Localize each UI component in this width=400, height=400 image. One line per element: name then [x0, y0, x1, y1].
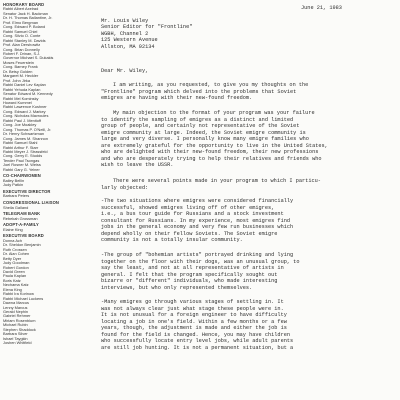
- address-line: Allston, MA 02134: [101, 43, 155, 50]
- roster-name: Dawna Marcus: [3, 300, 29, 306]
- roster-name: Dr. Alan Cohen: [3, 251, 30, 257]
- roster-name: Donna Ach: [3, 237, 23, 243]
- text-line: i.e., a bus tour guide for Russians and a stock investment: [101, 211, 284, 218]
- roster-name: Bailey Bellin: [3, 177, 25, 183]
- text-line: and who are desperately trying to help their relatives and friends who: [101, 155, 322, 162]
- text-line: successful, showed emigres living off of other emigres,: [101, 204, 275, 211]
- roster-name: Cong. James M. Shannon: [3, 135, 48, 141]
- roster-name: Elaine King: [3, 226, 23, 232]
- roster-name: Cong. Brian Donnelly: [3, 46, 40, 52]
- roster-name: Robert Gordon: [3, 264, 29, 270]
- roster-name: Senator Edward M. Kennedy: [3, 91, 53, 97]
- text-line: found for the field is changed. Hence, you may have children: [101, 331, 291, 338]
- roster-name: Sheila Galland: [3, 204, 29, 210]
- roster-name: Rabbi Michael Luckens: [3, 295, 44, 301]
- text-line: together on the floor with their dogs, was an unusual group, to: [101, 258, 300, 265]
- roster-name: Rabbi Paul J. Menitoff: [3, 117, 41, 123]
- text-line: "Frontline" program which delved into the problems that Soviet: [101, 88, 297, 95]
- text-line: -The two situations where emigres were considered financially: [101, 198, 294, 204]
- roster-name: Judy Patkin: [3, 182, 24, 188]
- roster-name: Ishael Taygkin: [3, 335, 28, 341]
- roster-name: Barbara Peters: [3, 193, 30, 199]
- text-line: general. I felt that the program specifically sought out: [101, 271, 278, 278]
- roster-name: Rabbi Stanley M. Davids: [3, 37, 46, 43]
- roster-heading: CONGRESSIONAL LIAISON: [3, 200, 59, 206]
- roster-name: David Green: [3, 268, 25, 274]
- text-line: My main objection to the format of your program was your failure: [113, 110, 315, 116]
- address-line: 125 Western Avenue: [101, 37, 158, 44]
- paragraph-intro: [101, 82, 399, 102]
- point-artists: [101, 252, 399, 291]
- text-line: -Many emigres go through various stages of settling in. It: [101, 299, 284, 305]
- address-line: WGBH, Channel 2: [101, 30, 149, 37]
- roster-name: Betty Dyer: [3, 255, 22, 261]
- roster-heading: ADOPT-A-FAMILY: [3, 222, 39, 228]
- point-financial: [101, 198, 399, 244]
- text-line: jobs in the general economy and very few run businesses which: [101, 224, 294, 231]
- roster-name: Rabbi Albert Axelrad: [3, 6, 39, 12]
- roster-name: Michael Rubin: [3, 322, 28, 328]
- roster-name: Dr. H. Thomas Ballantine, Jr.: [3, 15, 53, 21]
- roster-name: Cong. Edward P. Boland: [3, 24, 46, 30]
- roster-name: Elena King: [3, 286, 22, 292]
- roster-name: Governor Michael S. Dukakis: [3, 55, 54, 61]
- roster-name: Joel Rosner M. Weiss: [3, 162, 41, 168]
- text-line: group of people, and certainly not representative of the Soviet: [101, 123, 300, 130]
- roster-name: Rabbi Meyer J. Strassfeld: [3, 148, 48, 154]
- text-line: -The group of "bohemian artists" portrayed drinking and lying: [101, 252, 294, 258]
- roster-name: Howard Kummel: [3, 99, 32, 105]
- text-line: locating a job in one's field. Within a few months or a few: [101, 318, 287, 325]
- roster-name: Cong. Thomas P. O'Neill, Jr.: [3, 126, 52, 132]
- roster-heading: EXECUTIVE BOARD: [3, 233, 44, 239]
- roster-heading: TELEGRAM BANK: [3, 211, 41, 217]
- roster-name: Prof. John Jirka: [3, 77, 31, 83]
- roster-name: Stephen Shaddock: [3, 326, 36, 332]
- roster-name: Lenny Marcus: [3, 304, 28, 310]
- salutation: Dear Mr. Wiley,: [101, 68, 149, 74]
- roster-name: Tender Paul Tsongas: [3, 157, 40, 163]
- text-line: consultant for Russians. In my experience, most emigres find: [101, 217, 291, 224]
- letter-date: June 21, 1983: [301, 5, 342, 11]
- roster-name: Rabbi Gary G. Yelner: [3, 166, 40, 172]
- text-line: to identify the sampling of emigres as a distinct and limited: [101, 116, 294, 123]
- text-line: years, though, the adjustment is made and either the job is: [101, 325, 287, 332]
- text-line: are still job hunting. It is not a permanent situation, but a: [101, 344, 294, 351]
- roster-name: Rabbi Mel Kominsky: [3, 95, 39, 101]
- text-line: emigre community at large. Indeed, the Soviet emigre community is: [101, 129, 306, 136]
- text-line: interviews, but who only represented themselves.: [101, 284, 253, 291]
- text-line: who are delighted with their new-found freedom, their new professions: [101, 149, 319, 156]
- roster-name: Miriam Rosenblum: [3, 317, 36, 323]
- roster-name: Prof. Alan Dershowitz: [3, 42, 41, 48]
- roster-name: Gabriel Rehmer: [3, 313, 31, 319]
- text-line: was not always clear just what stage these people were in.: [101, 305, 284, 312]
- roster-name: Margaret M. Heckler: [3, 73, 39, 79]
- roster-name: Senator Jack H. Backman: [3, 10, 48, 16]
- roster-name: Joshen Whitfield: [3, 340, 32, 346]
- text-line: emigres are having with their new-found freedom.: [101, 95, 253, 102]
- roster-name: Nechama Katz: [3, 282, 29, 288]
- text-line: depend wholly on their fellow Soviets. The Soviet emigre: [101, 230, 278, 237]
- roster-name: Rebekah Grossman: [3, 215, 38, 221]
- roster-name: Rabbi Ira Korinow: [3, 291, 34, 297]
- text-line: community is not a totally insular community.: [101, 237, 243, 244]
- letterhead-roster: [3, 3, 89, 346]
- text-line: There were several points made in your program to which I particu-: [113, 178, 321, 184]
- roster-name: Prof. Elmo Bergman: [3, 19, 39, 25]
- roster-name: Dr. Henry Schwartzman: [3, 131, 45, 137]
- roster-name: Gerald Nephin: [3, 309, 29, 315]
- roster-heading: CO-CHAIRWOMEN: [3, 173, 41, 179]
- roster-name: Rabbi Daniel Lev Kaplan: [3, 82, 46, 88]
- roster-name: Rabbi Samuel Stahl: [3, 140, 38, 146]
- text-line: wish to leave the USSR.: [101, 162, 174, 169]
- address-line: Senior Editor for "Frontline": [101, 24, 193, 31]
- roster-name: Rabbi Yehuda Kaplan: [3, 86, 41, 92]
- paragraph-points-intro: [101, 178, 399, 191]
- roster-name: Boris Katz: [3, 277, 21, 283]
- roster-name: Dr. Sheldon Benjamin: [3, 242, 41, 248]
- roster-name: Dr. Betsy Golden: [3, 68, 33, 74]
- roster-name: Judy Goodman: [3, 260, 30, 266]
- roster-name: Cong. Silvio O. Conte: [3, 33, 41, 39]
- roster-name: Barbara Silver: [3, 331, 28, 337]
- roster-name: Cong. Joe Moakley: [3, 122, 37, 128]
- roster-name: Cong. Barney Frank: [3, 64, 38, 70]
- roster-name: Paula Kaplan: [3, 273, 27, 279]
- text-line: large and very diverse. I personally know many emigre families who: [101, 136, 309, 143]
- roster-name: Robert F. Drinan, S.J.: [3, 50, 41, 56]
- roster-name: Rabbi Samuel Chiel: [3, 28, 38, 34]
- address-line: Mr. Louis Wiley: [101, 18, 149, 24]
- text-line: bizarre or "different" individuals, who made interesting: [101, 278, 278, 285]
- text-line: I am writing, as you requested, to give you my thoughts on the: [113, 82, 309, 88]
- roster-heading: HONORARY BOARD: [3, 2, 45, 7]
- text-line: are extremely grateful for the opportunity to live in the United States,: [101, 142, 328, 149]
- paragraph-objection: [101, 110, 399, 169]
- roster-name: Rabbi Lawrence Kushner: [3, 104, 47, 110]
- text-line: It is not unusual for a foreign engineer to have difficulty: [101, 312, 287, 319]
- roster-name: Moses Feuerstein: [3, 59, 34, 65]
- point-settling: [101, 299, 399, 351]
- text-line: who successfully locate entry level jobs, while adult parents: [101, 338, 294, 345]
- roster-name: Rabbi Arthur F. Starr: [3, 144, 39, 150]
- roster-heading: EXECUTIVE DIRECTOR: [3, 188, 51, 194]
- recipient-address: [101, 18, 192, 50]
- roster-name: Cong. Edward J. Markey: [3, 108, 46, 114]
- roster-name: Cong. Nicholas Mavroules: [3, 113, 49, 119]
- text-line: larly objected:: [101, 184, 149, 191]
- text-line: say the least, and not at all representative of artists in: [101, 265, 284, 272]
- roster-name: Cong. Gerry E. Studds: [3, 153, 43, 159]
- roster-name: Ruth Crossen: [3, 246, 27, 252]
